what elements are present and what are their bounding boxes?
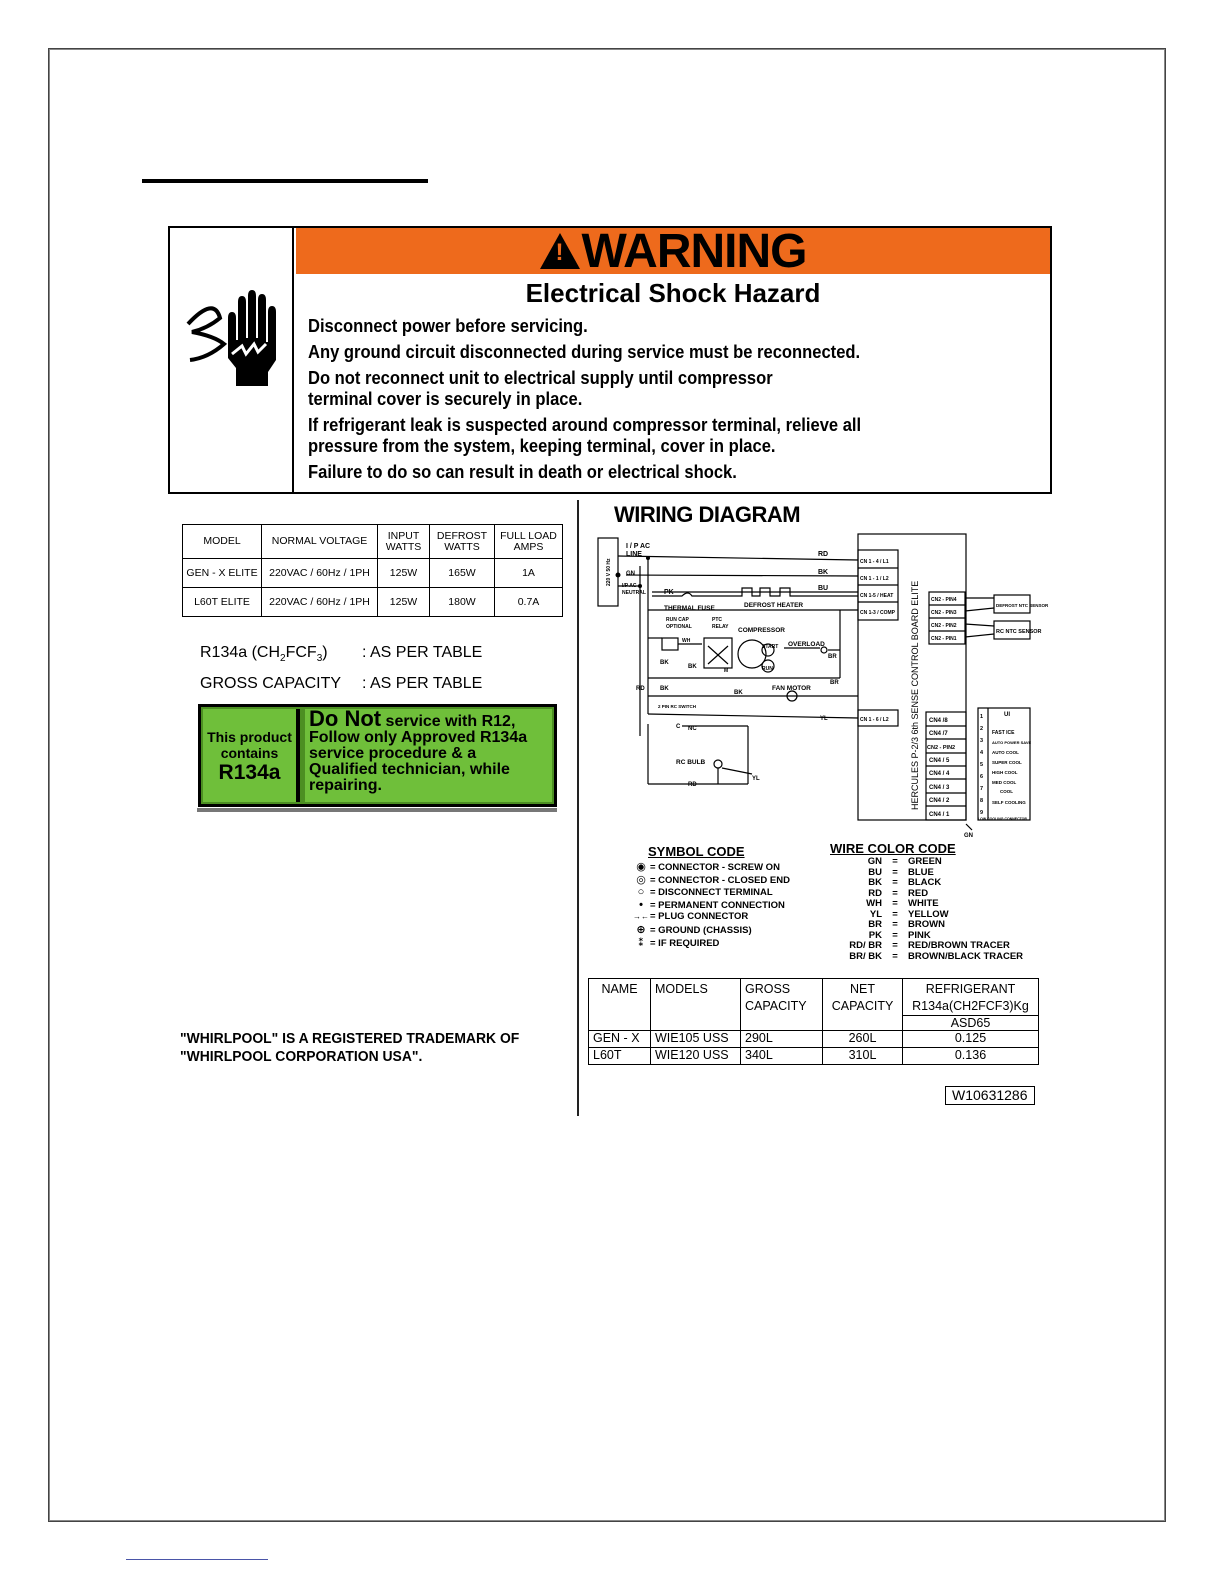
connector-label: CN 1-3 / COMP <box>860 610 896 616</box>
wire-color: BLUE <box>908 866 934 878</box>
table-cell: WIE105 USS <box>651 1031 741 1048</box>
wire-color: WHITE <box>908 898 939 909</box>
wire-code: BR/ BK <box>849 950 882 962</box>
refrigerant-value: : AS PER TABLE <box>362 644 483 661</box>
wire-color-code-title: WIRE COLOR CODE <box>830 841 956 856</box>
refrigerant-label-text: FCF <box>285 644 317 661</box>
equals-sign: = <box>892 866 898 878</box>
component-label: RUN <box>762 666 773 672</box>
ui-function-label: LOW COOLING CONNECTOR <box>978 817 1027 821</box>
ui-function-label: FAST ICE <box>992 730 1015 736</box>
notice-emphasis: Do Not <box>309 706 382 731</box>
refrigerant-header <box>903 979 1039 1031</box>
table-cell: 0.125 <box>903 1031 1039 1048</box>
wire-color-code-legend <box>830 841 1023 962</box>
hand-shock-icon <box>184 288 280 388</box>
equals-sign: = <box>892 950 898 962</box>
wire-label: WH <box>682 638 691 644</box>
wire-code: BU <box>868 866 882 878</box>
table-header: INPUT WATTS <box>378 525 430 559</box>
wire-label: I/P AC <box>622 583 637 589</box>
connector-label: CN 1 - 6 / L2 <box>860 717 889 723</box>
component-label: C <box>676 724 681 730</box>
wire-color: YELLOW <box>908 908 949 920</box>
ui-function-label: MED COOL <box>992 780 1017 785</box>
symbol-desc: = CONNECTOR - CLOSED END <box>650 874 790 886</box>
refrigerant-label-text: R134a (CH <box>200 644 281 661</box>
warning-line: Do not reconnect unit to electrical supply until compressor terminal cover is securely in place. <box>308 368 773 409</box>
warning-triangle-icon <box>540 233 580 269</box>
table-row <box>589 1031 1039 1048</box>
table-cell: GEN - X <box>589 1031 651 1048</box>
table-header: NET CAPACITY <box>823 979 903 1031</box>
warning-text <box>308 316 989 488</box>
component-label: START <box>762 644 779 650</box>
component-label: FAN MOTOR <box>772 685 811 692</box>
symbol-code-title: SYMBOL CODE <box>648 844 745 859</box>
wiring-labels <box>606 543 1049 839</box>
ui-function-label: SUPER COOL <box>992 760 1022 765</box>
symbol-desc: = GROUND (CHASSIS) <box>650 924 752 936</box>
table-header: REFRIGERANT <box>925 982 1016 996</box>
symbol-code-legend <box>632 844 790 949</box>
connector-label: CN2 - PIN1 <box>931 636 957 642</box>
warning-label <box>168 226 1052 494</box>
component-label: OVERLOAD <box>788 641 825 648</box>
notice-shadow <box>197 808 557 812</box>
table-header: DEFROST WATTS <box>430 525 495 559</box>
connector-label: CN 1-5 / HEAT <box>860 593 894 599</box>
connector-label: CN2 - PIN4 <box>931 597 957 603</box>
wire-color: BROWN/BLACK TRACER <box>908 950 1024 962</box>
wire-code: RD/ BR <box>849 940 882 951</box>
pin-number: 8 <box>980 798 984 804</box>
warning-line: If refrigerant leak is suspected around compressor terminal, relieve all pressure from the system, keeping terminal, cover in place. <box>308 415 862 456</box>
equals-sign: = <box>892 887 898 899</box>
refrigerant-label-text: ) <box>322 644 328 661</box>
connector-label: CN4 / 3 <box>929 785 950 791</box>
wire-code: GN <box>867 856 882 867</box>
component-label: THERMAL FUSE <box>664 605 715 612</box>
list-item <box>632 899 790 912</box>
table-header: NORMAL VOLTAGE <box>262 525 378 559</box>
wire-label: NEUTRAL <box>622 590 646 596</box>
wire-label: PK <box>664 589 674 596</box>
connector-label: CN4 / 5 <box>929 758 950 764</box>
trademark-line: "WHIRLPOOL" IS A REGISTERED TRADEMARK OF <box>180 1031 520 1047</box>
equals-sign: = <box>892 929 898 941</box>
symbol-desc: = PLUG CONNECTOR <box>650 911 749 923</box>
wire-label: RD <box>688 782 697 788</box>
permanent-connection-dot <box>646 556 650 560</box>
connector-label: UI <box>1004 712 1010 718</box>
table-header-row <box>589 979 1039 1031</box>
subscript: 3 <box>316 653 323 665</box>
symbol-desc: = IF REQUIRED <box>650 937 720 949</box>
connector-label: CN 1 - 1 / L2 <box>860 576 889 582</box>
table-row <box>589 1048 1039 1065</box>
warning-line: Disconnect power before servicing. <box>308 316 588 336</box>
shock-pictogram-panel <box>170 228 294 492</box>
pin-number: 9 <box>980 810 984 816</box>
wire-label: I / P AC <box>626 543 651 550</box>
component-label: PTC <box>712 617 722 623</box>
table-cell: 220VAC / 60Hz / 1PH <box>262 559 378 588</box>
wire-label: RD <box>818 551 829 558</box>
equals-sign: = <box>892 898 898 909</box>
equals-sign: = <box>892 856 898 867</box>
closed-end-connector-icon: ◎ <box>636 873 646 886</box>
refrigerant-row <box>200 640 482 671</box>
subscript: 2 <box>280 653 286 665</box>
connector-label: CN4 / 1 <box>929 812 950 818</box>
warning-heading: WARNING <box>581 225 807 278</box>
component-label: 2 PIN RC SWITCH <box>658 704 697 709</box>
list-item <box>632 886 790 899</box>
plug-connector-icon: →← <box>633 912 649 922</box>
table-cell: 220VAC / 60Hz / 1PH <box>262 588 378 617</box>
connector-label: CN2 - PIN2 <box>927 745 956 751</box>
refrigerant-label <box>200 640 362 671</box>
if-required-icon: ⁑ <box>638 936 644 949</box>
header-rule <box>142 179 428 183</box>
equals-sign: = <box>892 940 898 951</box>
table-header: MODEL <box>183 525 262 559</box>
table-cell: 290L <box>741 1031 823 1048</box>
ui-function-label: HIGH COOL <box>992 770 1018 775</box>
symbol-desc: = PERMANENT CONNECTION <box>650 899 785 911</box>
table-cell: L60T <box>589 1048 651 1065</box>
table-header: FULL LOAD AMPS <box>495 525 563 559</box>
wire-label: LINE <box>626 551 642 558</box>
column-divider <box>577 500 579 1116</box>
sensor-label: DEFROST NTC SENSOR <box>996 603 1049 608</box>
component-label: OPTIONAL <box>666 624 692 630</box>
table-cell: 0.7A <box>495 588 563 617</box>
table-cell: L60T ELITE <box>183 588 262 617</box>
board-label: HERCULES P-2/3 6th SENSE CONTROL BOARD ELITE <box>910 580 920 810</box>
ui-function-label: COOL <box>1000 789 1013 794</box>
permanent-connection-icon: • <box>639 898 643 911</box>
sensor-label: RC NTC SENSOR <box>996 629 1042 635</box>
table-header: GROSS CAPACITY <box>741 979 823 1031</box>
component-label: DEFROST HEATER <box>744 602 804 609</box>
table-cell: 180W <box>430 588 495 617</box>
connector-label: CN4 /8 <box>929 718 948 724</box>
table-cell: 340L <box>741 1048 823 1065</box>
wire-color: RED/BROWN TRACER <box>908 940 1010 951</box>
capacity-table <box>588 978 1039 1065</box>
table-cell: 1A <box>495 559 563 588</box>
r134a-notice-right <box>305 706 552 802</box>
wire-label: BK <box>660 686 669 692</box>
pin-number: 6 <box>980 774 984 780</box>
component-label: COMPRESSOR <box>738 627 785 634</box>
table-header: R134a(CH2FCF3)Kg <box>912 999 1029 1013</box>
warning-line: Any ground circuit disconnected during service must be reconnected. <box>308 342 861 362</box>
ground-icon: ⊕ <box>636 923 646 936</box>
wire-color: BROWN <box>908 919 945 930</box>
notice-line <box>309 706 548 731</box>
list-item <box>632 911 790 924</box>
symbol-desc: = DISCONNECT TERMINAL <box>650 887 773 899</box>
component-label: RUN CAP <box>666 617 689 623</box>
wiring-diagram-title: WIRING DIAGRAM <box>614 502 801 527</box>
pin-number: 4 <box>980 750 984 756</box>
supply-label: 220 V 50 Hz <box>606 558 612 586</box>
ui-function-label: AUTO COOL <box>992 750 1019 755</box>
list-item <box>632 861 790 874</box>
disconnect-terminal-icon: ○ <box>637 886 645 899</box>
table-row <box>183 559 563 588</box>
table-header: NAME <box>589 979 651 1031</box>
wire-label: RD <box>636 686 645 692</box>
wire-label: BR <box>828 654 837 660</box>
connector-label: CN 1 - 4 / L1 <box>860 559 889 565</box>
connector-label: CN2 - PIN2 <box>931 623 957 629</box>
warning-banner <box>296 225 1050 278</box>
part-number: W10631286 <box>945 1086 1035 1105</box>
wire-label: BR <box>830 680 839 686</box>
notice-line: service procedure & a <box>309 745 477 762</box>
connector-label: CN4 /7 <box>929 731 948 737</box>
r134a-notice <box>198 704 557 807</box>
wire-color: RED <box>908 887 929 899</box>
wire-label: BK <box>688 664 697 670</box>
notice-text: R134a <box>218 761 281 784</box>
trademark-line: "WHIRLPOOL CORPORATION USA". <box>180 1049 423 1065</box>
table-cell: 0.136 <box>903 1048 1039 1065</box>
component-label: RELAY <box>712 624 729 630</box>
list-item <box>632 937 790 950</box>
spec-table <box>182 524 563 617</box>
wire-label: BK <box>818 569 829 576</box>
wire-color: PINK <box>908 929 931 941</box>
wire-code: BR <box>868 919 882 930</box>
notice-line: Qualified technician, while <box>309 761 510 778</box>
connector-label: CN2 - PIN3 <box>931 610 957 616</box>
gross-capacity-label: GROSS CAPACITY <box>200 675 342 693</box>
permanent-connection-dot <box>616 573 621 578</box>
wire-label: GN <box>626 571 635 577</box>
wire-code: BK <box>868 877 882 888</box>
wire-label: GN <box>964 833 973 839</box>
equals-sign: = <box>892 908 898 920</box>
wire-code: YL <box>869 908 882 920</box>
pin-number: 2 <box>980 726 984 732</box>
wire-label: BK <box>660 660 669 666</box>
table-cell: 165W <box>430 559 495 588</box>
pin-number: 3 <box>980 738 984 744</box>
wire-color: BLACK <box>908 877 942 888</box>
notice-line: repairing. <box>309 777 382 794</box>
r134a-notice-left <box>203 709 300 802</box>
screw-connector-icon: ◉ <box>636 861 646 873</box>
notice-text: service with R12, <box>381 713 516 730</box>
wire-color: GREEN <box>908 856 942 867</box>
notice-line: Follow only Approved R134a <box>309 729 528 746</box>
table-header: ASD65 <box>903 1015 1038 1030</box>
list-item <box>632 924 790 937</box>
ui-function-label: SELF COOLING <box>992 800 1026 805</box>
pin-number: 5 <box>980 762 984 768</box>
gross-capacity-row <box>200 671 482 696</box>
refrigerant-block <box>200 640 482 696</box>
pin-number: 7 <box>980 786 984 792</box>
component-label: RC BULB <box>676 759 706 766</box>
wire-code: RD <box>868 887 882 899</box>
gross-capacity-value: : AS PER TABLE <box>362 675 483 693</box>
list-item <box>632 874 790 887</box>
notice-text: This product <box>207 729 292 745</box>
table-row <box>183 588 563 617</box>
wire-code: WH <box>866 898 882 909</box>
warning-line: Failure to do so can result in death or electrical shock. <box>308 462 737 482</box>
wire-label: BU <box>818 585 829 592</box>
warning-subheading: Electrical Shock Hazard <box>525 278 821 308</box>
wire-label: YL <box>752 776 760 782</box>
permanent-connection-dot <box>638 584 642 588</box>
table-cell: 310L <box>823 1048 903 1065</box>
table-cell: 260L <box>823 1031 903 1048</box>
connector-label: CN4 / 4 <box>929 771 950 777</box>
wire-code: PK <box>868 929 882 941</box>
component-label: NC <box>688 726 697 732</box>
pin-number: 1 <box>980 714 984 720</box>
wiring-diagram <box>592 528 1049 840</box>
ui-function-label: AUTO POWER SAVE <box>992 740 1032 745</box>
connector-label: CN4 / 2 <box>929 798 950 804</box>
notice-text: contains <box>220 745 279 761</box>
wire-label: YL <box>820 716 828 722</box>
equals-sign: = <box>892 919 898 930</box>
list-item <box>830 952 1023 963</box>
wire-label: BK <box>734 690 743 696</box>
component-label: M <box>724 668 729 674</box>
table-cell: WIE120 USS <box>651 1048 741 1065</box>
equals-sign: = <box>892 877 898 888</box>
table-cell: GEN - X ELITE <box>183 559 262 588</box>
table-cell: 125W <box>378 559 430 588</box>
table-header-row <box>183 525 563 559</box>
symbol-desc: = CONNECTOR - SCREW ON <box>650 862 780 873</box>
table-header: MODELS <box>651 979 741 1031</box>
rc-bulb <box>714 760 722 768</box>
table-cell: 125W <box>378 588 430 617</box>
trademark-notice <box>180 1030 519 1066</box>
footer-rule <box>126 1559 268 1560</box>
